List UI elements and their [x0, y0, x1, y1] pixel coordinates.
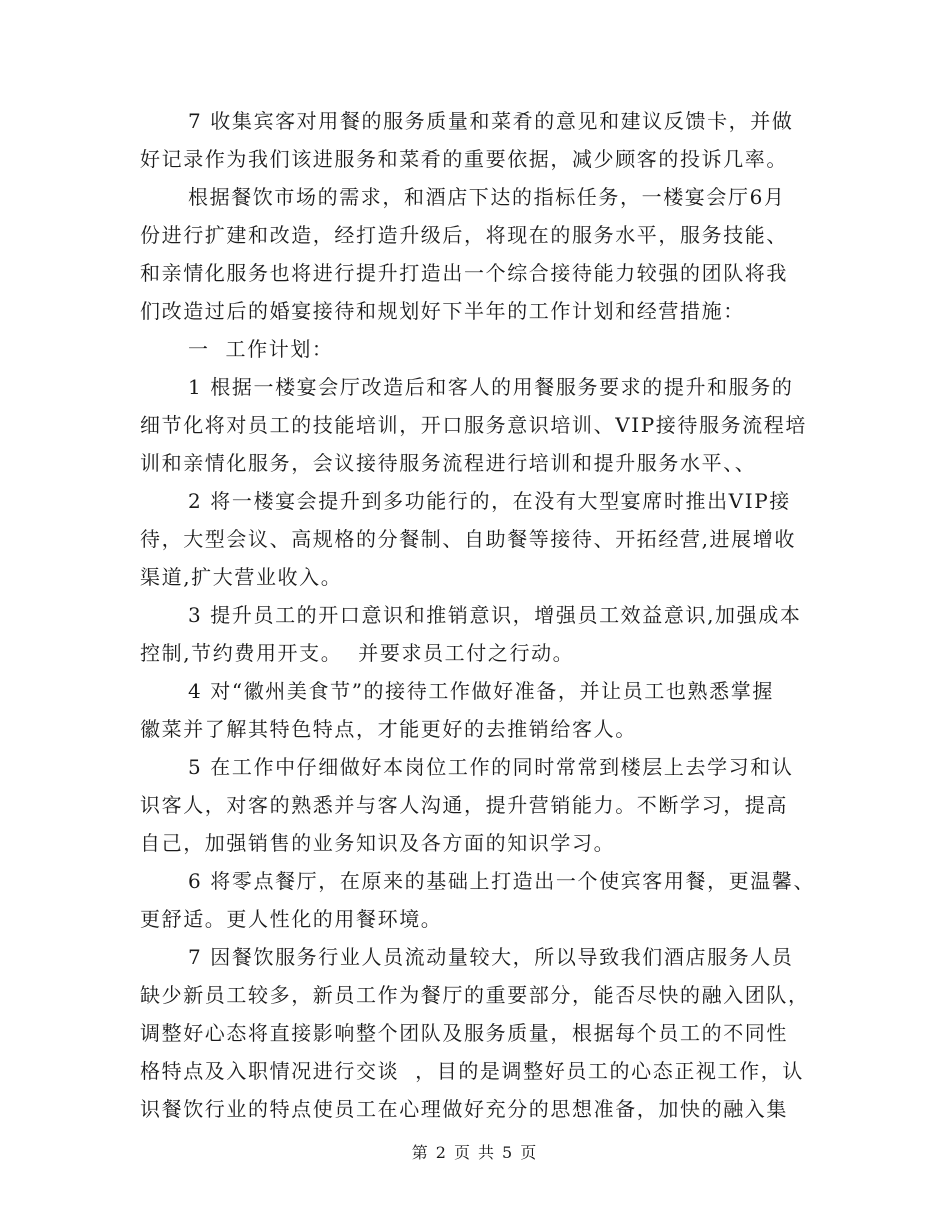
total-prefix: 共	[478, 1143, 497, 1162]
text-line: 好记录作为我们该进服务和菜肴的重要依据，减少顾客的投诉几率。	[140, 147, 788, 171]
text-line: 份进行扩建和改造，经打造升级后，将现在的服务水平，服务技能、	[140, 223, 788, 247]
text-line: 缺少新员工较多，新员工作为餐厅的重要部分，能否尽快的融入团队，	[140, 983, 810, 1007]
text-line: 7 收集宾客对用餐的服务质量和菜肴的意见和建议反馈卡，并做	[188, 109, 794, 133]
page-prefix: 第	[411, 1143, 430, 1162]
text-line: 细节化将对员工的技能培训，开口服务意识培训、VIP接待服务流程培	[140, 413, 808, 437]
text-line: 2 将一楼宴会提升到多功能行的，在没有大型宴席时推出VIP接	[188, 489, 791, 513]
text-line: 5 在工作中仔细做好本岗位工作的同时常常到楼层上去学习和认	[188, 755, 794, 779]
text-line: 识客人，对客的熟悉并与客人沟通，提升营销能力。不断学习，提高	[140, 793, 788, 817]
text-line: 1 根据一楼宴会厅改造后和客人的用餐服务要求的提升和服务的	[188, 375, 794, 399]
text-line: 格特点及入职情况进行交谈 ，目的是调整好员工的心态正视工作，认	[140, 1059, 804, 1083]
text-line: 根据餐饮市场的需求，和酒店下达的指标任务，一楼宴会厅6月	[188, 185, 786, 209]
text-line: 渠道,扩大营业收入。	[140, 565, 343, 589]
total-suffix: 页	[520, 1143, 539, 1162]
text-line: 更舒适。更人性化的用餐环境。	[140, 907, 443, 931]
section-heading: 一 工作计划：	[188, 337, 334, 361]
text-line: 调整好心态将直接影响整个团队及服务质量，根据每个员工的不同性	[140, 1021, 788, 1045]
text-line: 识餐饮行业的特点使员工在心理做好充分的思想准备，加快的融入集	[140, 1097, 788, 1121]
current-page-number: 2	[435, 1143, 448, 1162]
text-line: 7 因餐饮服务行业人员流动量较大，所以导致我们酒店服务人员	[188, 945, 794, 969]
text-line: 们改造过后的婚宴接待和规划好下半年的工作计划和经营措施：	[140, 299, 745, 323]
page-footer	[0, 1143, 950, 1163]
page-word: 页	[453, 1143, 472, 1162]
text-line: 3 提升员工的开口意识和推销意识，增强员工效益意识,加强成本	[188, 603, 802, 627]
text-line: 4 对“徽州美食节”的接待工作做好准备，并让员工也熟悉掌握	[188, 679, 774, 703]
text-line: 和亲情化服务也将进行提升打造出一个综合接待能力较强的团队将我	[140, 261, 788, 285]
text-line: 自己，加强销售的业务知识及各方面的知识学习。	[140, 831, 616, 855]
text-line: 待，大型会议、高规格的分餐制、自助餐等接待、开拓经营,进展增收	[140, 527, 796, 551]
text-line: 训和亲情化服务，会议接待服务流程进行培训和提升服务水平、、	[140, 451, 757, 475]
text-line: 徽菜并了解其特色特点，才能更好的去推销给客人。	[140, 717, 637, 741]
text-line: 控制,节约费用开支。 并要求员工付之行动。	[140, 641, 575, 665]
text-line: 6 将零点餐厅，在原来的基础上打造出一个使宾客用餐，更温馨、	[188, 869, 816, 893]
total-pages-number: 5	[502, 1143, 515, 1162]
